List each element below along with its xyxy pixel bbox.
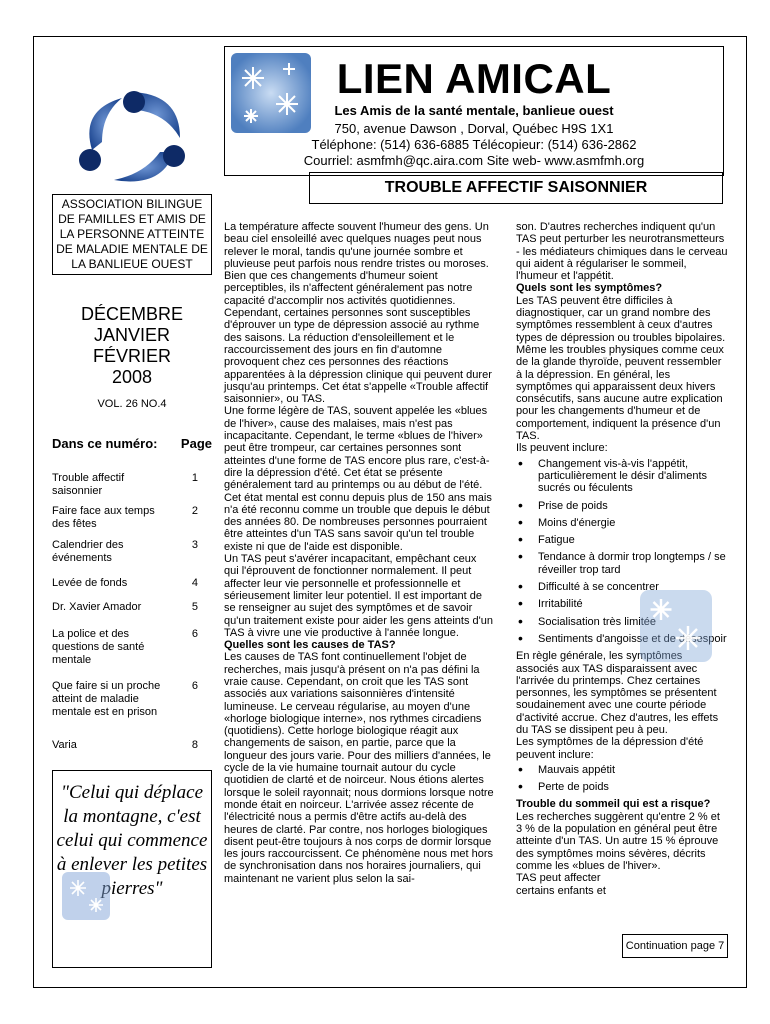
subheading: Trouble du sommeil qui est a risque? <box>516 798 711 811</box>
toc-item-title: Calendrier des événements <box>52 539 124 564</box>
issue-year: 2008 <box>111 367 153 387</box>
issue-volume: VOL. 26 NO.4 <box>97 398 167 410</box>
article-title: TROUBLE AFFECTIF SAISONNIER <box>309 172 723 204</box>
toc-item-page: 8 <box>191 739 198 751</box>
org-contact: Courriel: asmfmh@qc.aira.com Site web- www.asmfmh.org <box>303 153 645 168</box>
paragraph: En règle générale, les symptômes associés aux TAS disparaissent avec l'arrivée du printemps. Chez certaines personnes, les symptômes se présentent soudainement avec une courte période d'activité accrue. Chez d'autres, les effets du TAS se dissipent peu à peu. <box>516 650 719 736</box>
list-item: • Changement vis-à-vis l'appétit, particulièrement le désir d'aliments sucrés ou féculents <box>516 458 728 495</box>
snowflake-decoration-icon <box>640 590 712 662</box>
list-item: • Socialisation très limitée <box>516 616 728 628</box>
continuation-box: Continuation page 7 <box>622 934 728 958</box>
paragraph: Les symptômes de la dépression d'été peuvent inclure: <box>516 736 704 761</box>
association-box: ASSOCIATION BILINGUE DE FAMILLES ET AMIS DE LA PERSONNE ATTEINTE DE MALADIE MENTALE DE LA BANLIEUE OUEST <box>52 194 212 275</box>
paragraph: Ils peuvent inclure: <box>516 442 608 455</box>
month-1: DÉCEMBRE <box>80 304 183 324</box>
toc-item <box>52 539 212 565</box>
list-item: • Moins d'énergie <box>516 517 728 529</box>
toc-item <box>52 601 212 614</box>
article-column-1 <box>224 221 494 885</box>
quote-box <box>52 770 212 968</box>
toc-item-title: Faire face aux temps des fêtes <box>52 505 155 530</box>
toc-item-page: 1 <box>191 472 198 484</box>
list-item: • Sentiments d'angoisse et de désespoir <box>516 633 728 645</box>
list-item: • Fatigue <box>516 534 728 546</box>
quote-text: "Celui qui déplace la montagne, c'est celui qui commence à enlever les petites pierres" <box>56 782 208 899</box>
newsletter-title: LIEN AMICAL <box>336 55 612 102</box>
list-item: • Difficulté à se concentrer <box>516 581 728 593</box>
org-address: 750, avenue Dawson , Dorval, Québec H9S 1X1 <box>334 121 614 136</box>
list-item: • Mauvais appétit <box>516 764 728 776</box>
toc-item <box>52 739 212 752</box>
toc-item-page: 4 <box>191 577 198 589</box>
paragraph: Les TAS peuvent être difficiles à diagnostiquer, car un grand nombre des symptômes ressemblent à ceux d'autres types de dépression ou troubles bipolaires. Même les troubles physiques comme ceux de la glande thyroïde, peuvent ressembler à la dépression. En général, les symptômes qui apparaissent deux hivers consécutifs, sans aucune autre explication pour les changements d'humeur et de comportement, indiquent la présence d'un TAS. <box>516 294 726 443</box>
list-item: • Tendance à dormir trop longtemps / se réveiller trop tard <box>516 551 728 576</box>
toc-item-page: 2 <box>191 505 198 517</box>
toc-heading <box>52 436 212 451</box>
toc-item-page: 6 <box>191 628 198 640</box>
association-logo <box>62 80 202 190</box>
snowflake-decoration-icon <box>62 872 110 920</box>
toc-item <box>52 680 212 719</box>
paragraph: TAS peut affecter certains enfants et <box>516 872 606 897</box>
toc-item-page: 5 <box>191 601 198 613</box>
toc-item-title: Levée de fonds <box>52 577 128 589</box>
paragraph: son. D'autres recherches indiquent qu'un TAS peut perturber les neurotransmetteurs - les médiateurs chimiques dans le cerveau qui aident à régulariser le sommeil, l'humeur et l'appétit. <box>516 221 728 283</box>
month-3: FÉVRIER <box>92 346 171 366</box>
toc-item-page: 6 <box>191 680 198 692</box>
toc-item <box>52 628 212 667</box>
toc-item-title: Varia <box>52 739 77 751</box>
toc-item-title: Trouble affectif saisonnier <box>52 472 125 497</box>
subheading: Quels sont les symptômes? <box>516 282 663 295</box>
toc-item <box>52 472 212 498</box>
newsletter-header <box>224 46 724 176</box>
paragraph: La température affecte souvent l'humeur des gens. Un beau ciel ensoleillé avec quelques nuages peut nous relever le moral, tandis qu'une journée sombre et pluvieuse peut parfois nous rendre tristes ou moroses. Bien que ces changements d'humeur soient perceptibles, ils n'affectent généralement pas notre capacité d'accomplir nos activités quotidiennes. Cependant, certaines personnes sont susceptibles d'éprouver un type de dépression associé au rythme des saisons. La réduction d'ensoleillement et le raccourcissement des jours en fin d'automne provoquent chez ces personnes des réactions apparentées à la dépression clinique qui peuvent durer jusqu'au printemps. Cet état s'appelle «Trouble affectif saisonnier», ou TAS. <box>224 221 492 406</box>
issue-dates <box>52 304 212 388</box>
list-item: • Prise de poids <box>516 500 728 512</box>
article-column-2 <box>516 221 728 897</box>
month-2: JANVIER <box>93 325 171 345</box>
list-item: • Irritabilité <box>516 598 728 610</box>
org-phone: Téléphone: (514) 636-6885 Télécopieur: (514) 636-2862 <box>311 137 637 152</box>
toc-item-title: Que faire si un proche atteint de maladie mentale est en prison <box>52 680 161 718</box>
list-item: • Perte de poids <box>516 781 728 793</box>
toc-page-heading: Page <box>180 436 212 451</box>
toc-heading-label: Dans ce numéro: <box>52 436 158 451</box>
toc-item-page: 3 <box>191 539 198 551</box>
org-name: Les Amis de la santé mentale, banlieue ouest <box>334 103 614 118</box>
paragraph: Les causes de TAS font continuellement l'objet de recherches, mais jusqu'à présent on n'a pas défini la vraie cause. Cependant, on croit que les TAS sont associés aux variations saisonnières d'intensité lumineuse. Le cerveau régularise, au moyen d'une «horloge biologique interne», nos rythmes circadiens (quotidiens). Cette horloge biologique réagit aux changements de saison, en partie, parce que la longueur des jours varie. Pour des milliers d'années, le cycle de la vie humaine tournait autour du cycle quotidien de clarté et de noirceur. Nous étions alertes lorsque le soleil rayonnait; nous dormions lorsque notre monde était en noirceur. L'arrivée assez récente de l'électricité nous a permis d'être actifs au-delà des heures de clarté. Par contre, nos horloges biologiques disent peut-être toujours à nos corps de dormir lorsque les jours raccourcissent. Ce phénomène nous met hors de synchronisation dans nos horaires journaliers, qui maintenant ne varient plus selon la sai- <box>224 651 494 885</box>
toc-item-title: Dr. Xavier Amador <box>52 601 142 613</box>
paragraph: Les recherches suggèrent qu'entre 2 % et 3 % de la population en général peut être atteinte d'un TAS. Un autre 15 % éprouve des symptômes moins sévères, décrits comme les «blues de l'hiver». <box>516 810 720 872</box>
toc-item-title: La police et des questions de santé mentale <box>52 628 145 666</box>
paragraph: Une forme légère de TAS, souvent appelée les «blues de l'hiver», cause des malaises, mais n'est pas incapacitante. Cependant, le terme «blues de l'hiver» peut être trompeur, car certaines personnes sont atteintes d'une forme de TAS encore plus rare, c'est-à-dire la dépression d'été. Cet état se présente généralement tard au printemps ou au début de l'été. Cet état mental est connu depuis plus de 150 ans mais n'a été reconnu comme un trouble que depuis le début des années 80. De nombreuses personnes pourraient être atteintes d'un TAS sans savoir qu'un tel trouble existe ni que de l'aide est disponible. <box>224 405 492 553</box>
paragraph: Un TAS peut s'avérer incapacitant, empêchant ceux qui l'éprouvent de fonctionner normalement. Il peut affecter leur vie personnelle et professionnelle et sérieusement limiter leur potentiel. Il est important de se renseigner au sujet des symptômes et de savoir qu'un traitement existe pour aider les gens atteints d'un TAS à vivre une vie productive à l'année longue. <box>224 553 493 639</box>
toc-item <box>52 505 212 531</box>
toc-item <box>52 577 212 590</box>
subheading: Quelles sont les causes de TAS? <box>224 639 396 652</box>
summer-symptom-list <box>516 764 728 794</box>
